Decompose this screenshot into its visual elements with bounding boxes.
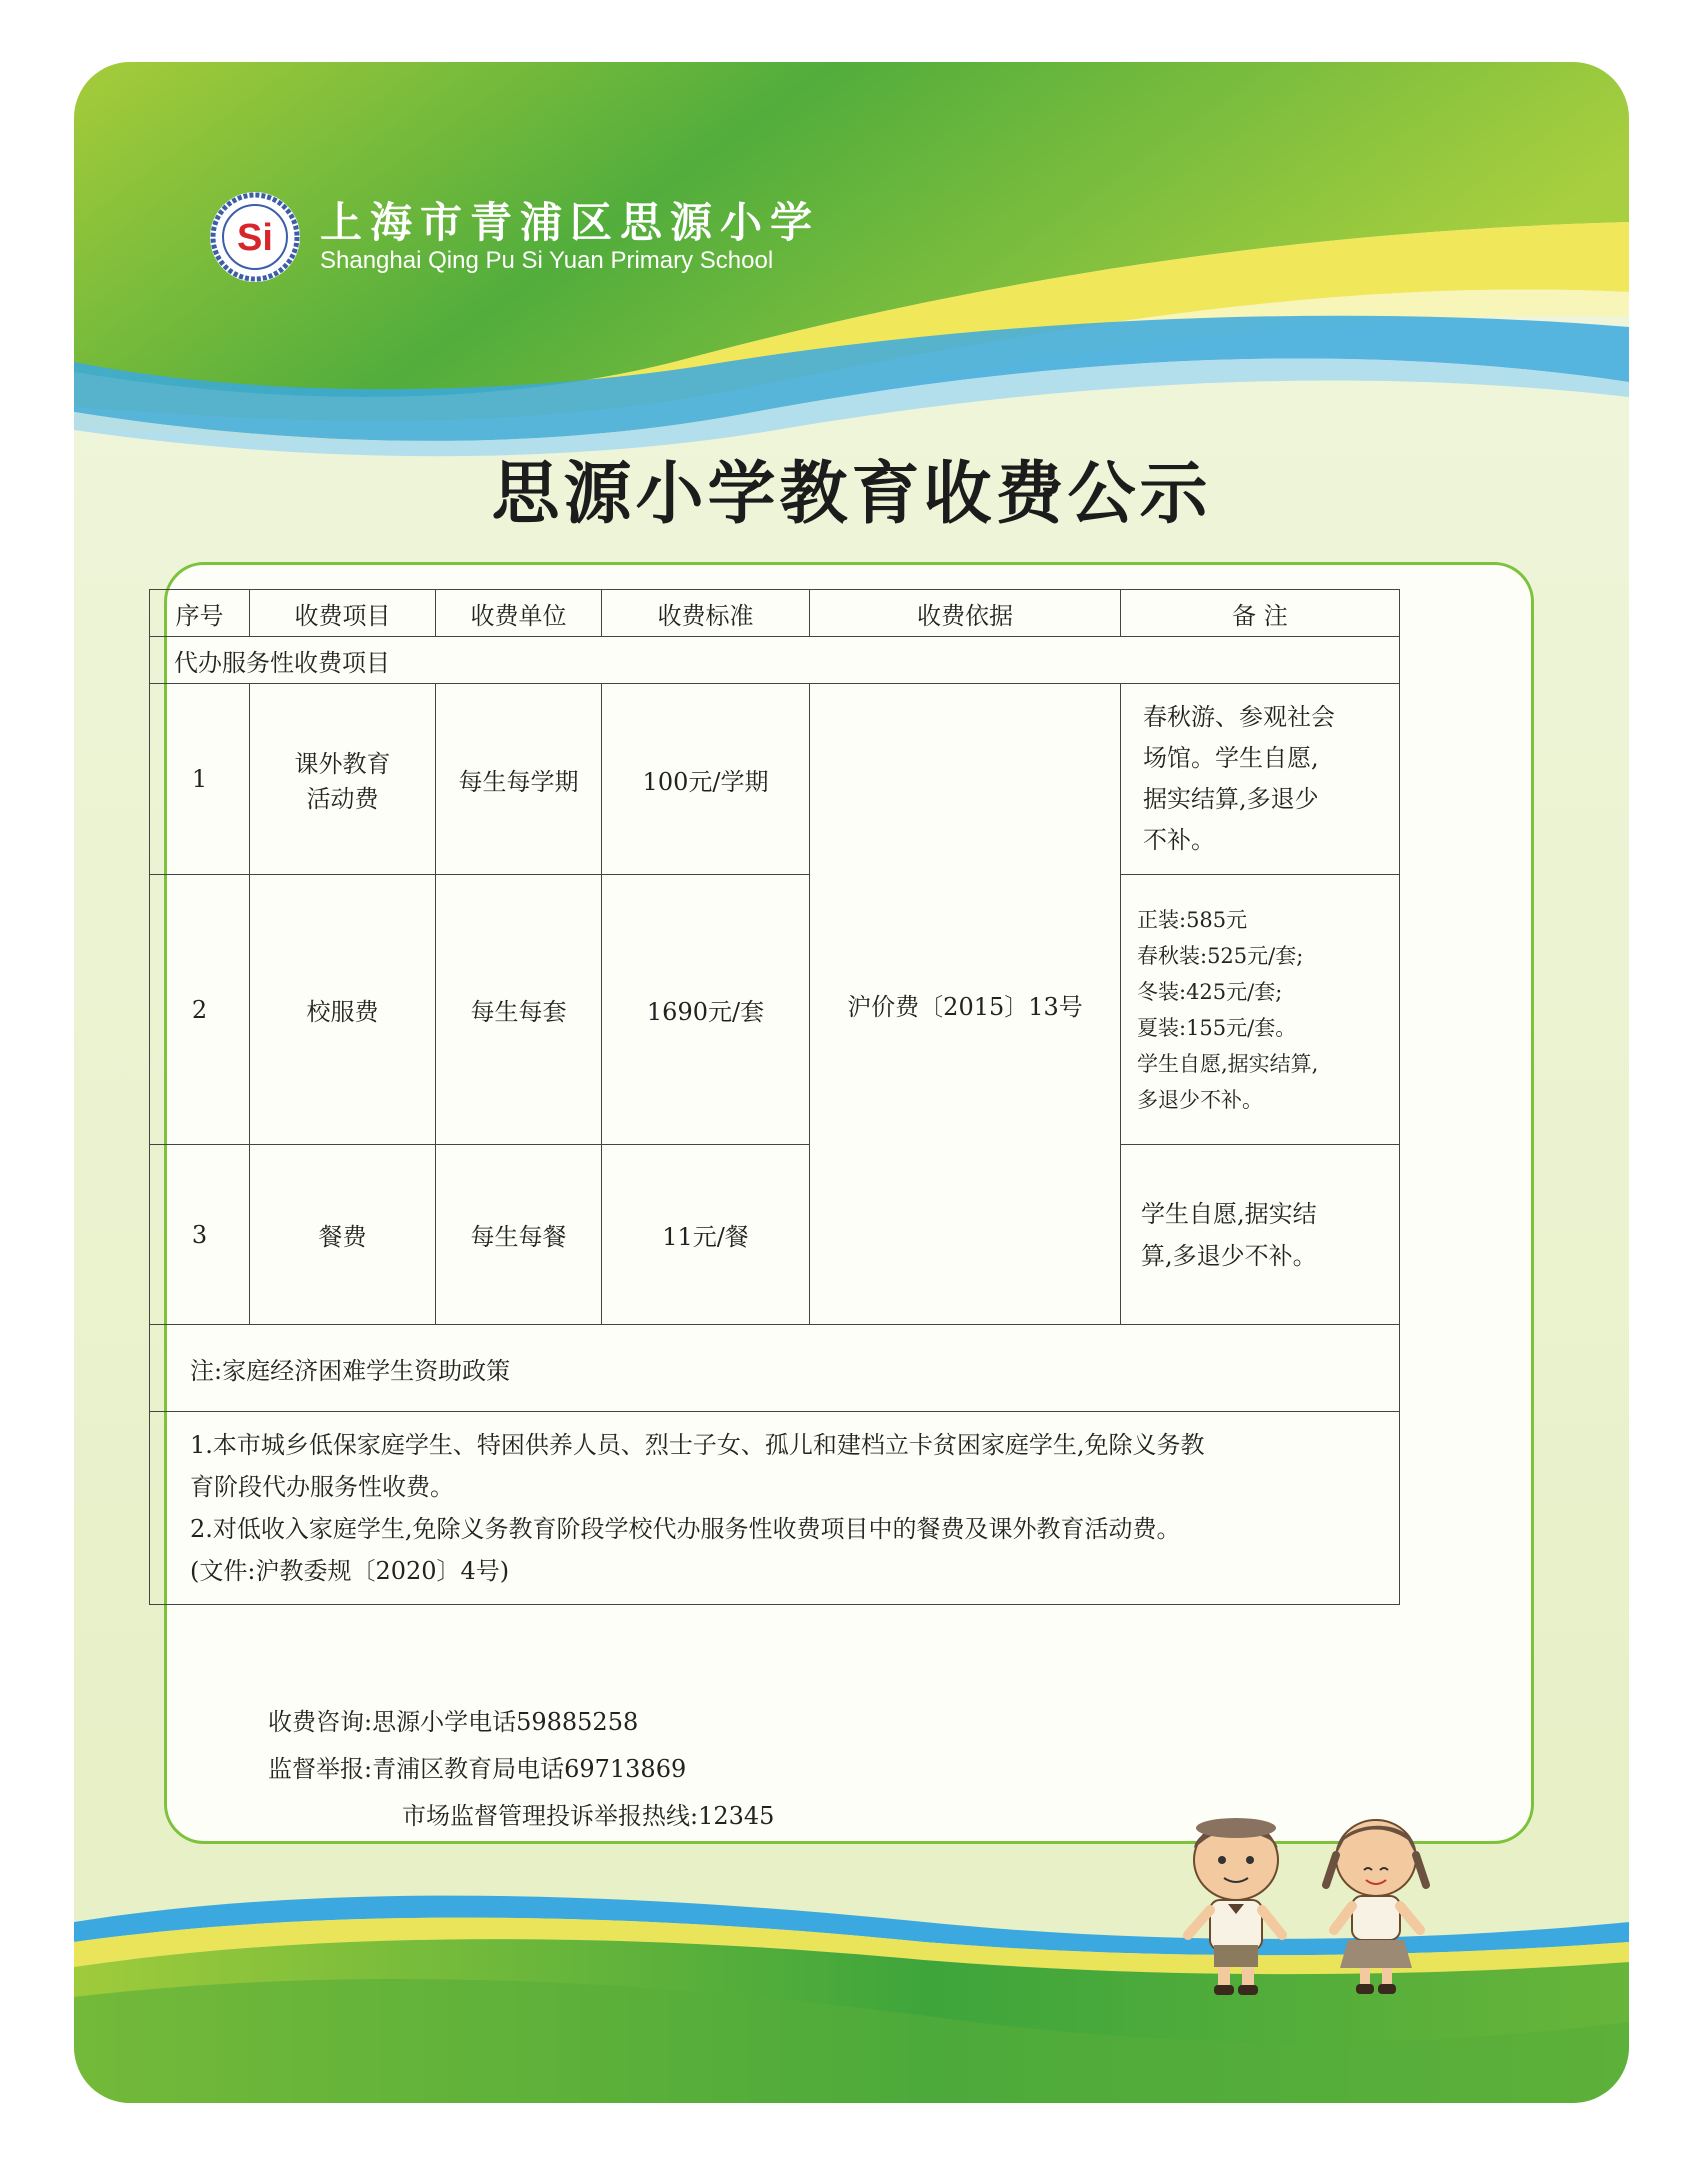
row-item: 餐费 bbox=[250, 1145, 436, 1325]
school-name-cn: 上海市青浦区思源小学 bbox=[320, 198, 821, 247]
note-line: 2.对低收入家庭学生,免除义务教育阶段学校代办服务性收费项目中的餐费及课外教育活动费。 bbox=[190, 1515, 1181, 1543]
girl-figure bbox=[1326, 1820, 1426, 1994]
school-name-en: Shanghai Qing Pu Si Yuan Primary School bbox=[320, 247, 774, 274]
note-line: 育阶段代办服务性收费。 bbox=[190, 1473, 454, 1501]
table-row bbox=[150, 875, 1400, 1145]
row-remark bbox=[1121, 875, 1400, 1145]
remark-line: 多退少不补。 bbox=[1137, 1087, 1263, 1112]
row-no: 2 bbox=[150, 875, 250, 1145]
supervise-line: 监督举报:青浦区教育局电话69713869 bbox=[268, 1755, 687, 1783]
row-item-line: 课外教育 bbox=[294, 750, 391, 778]
note-line: 1.本市城乡低保家庭学生、特困供养人员、烈士子女、孤儿和建档立卡贫困家庭学生,免除义务教 bbox=[190, 1431, 1205, 1459]
row-remark bbox=[1121, 684, 1400, 875]
row-standard: 100元/学期 bbox=[602, 684, 810, 875]
row-unit: 每生每学期 bbox=[436, 684, 602, 875]
fee-basis: 沪价费〔2015〕13号 bbox=[810, 684, 1121, 1325]
table-header-row bbox=[150, 590, 1400, 637]
header-item: 收费项目 bbox=[250, 590, 436, 637]
remark-line: 据实结算,多退少 bbox=[1143, 785, 1319, 813]
row-standard: 11元/餐 bbox=[602, 1145, 810, 1325]
remark-line: 冬装:425元/套; bbox=[1137, 979, 1283, 1004]
note-body bbox=[150, 1412, 1400, 1605]
remark-line: 春秋装:525元/套; bbox=[1137, 943, 1304, 968]
note-line: (文件:沪教委规〔2020〕4号) bbox=[190, 1557, 510, 1585]
note-body-row bbox=[150, 1412, 1400, 1605]
remark-line: 场馆。学生自愿, bbox=[1143, 744, 1319, 772]
row-item-line: 活动费 bbox=[306, 785, 379, 813]
row-remark bbox=[1121, 1145, 1400, 1325]
remark-line: 不补。 bbox=[1143, 826, 1215, 854]
hotline-line: 市场监督管理投诉举报热线:12345 bbox=[402, 1802, 775, 1830]
category-row bbox=[150, 637, 1400, 684]
header-remark: 备 注 bbox=[1121, 590, 1400, 637]
row-item bbox=[250, 684, 436, 875]
header-standard: 收费标准 bbox=[602, 590, 810, 637]
remark-line: 春秋游、参观社会 bbox=[1143, 703, 1335, 731]
remark-line: 夏装:155元/套。 bbox=[1137, 1015, 1297, 1040]
table-row bbox=[150, 1145, 1400, 1325]
note-title-row bbox=[150, 1325, 1400, 1412]
remark-line: 算,多退少不补。 bbox=[1141, 1241, 1317, 1270]
row-unit: 每生每餐 bbox=[436, 1145, 602, 1325]
remark-line: 正装:585元 bbox=[1137, 907, 1248, 932]
row-standard: 1690元/套 bbox=[602, 875, 810, 1145]
kids-illustration bbox=[1158, 1800, 1458, 2000]
header-basis: 收费依据 bbox=[810, 590, 1121, 637]
remark-line: 学生自愿,据实结 bbox=[1141, 1199, 1317, 1228]
table-row bbox=[150, 684, 1400, 875]
boy-figure bbox=[1188, 1818, 1282, 1995]
note-title: 注:家庭经济困难学生资助政策 bbox=[150, 1325, 1400, 1412]
consult-line: 收费咨询:思源小学电话59885258 bbox=[268, 1708, 639, 1736]
header-no: 序号 bbox=[150, 590, 250, 637]
row-unit: 每生每套 bbox=[436, 875, 602, 1145]
school-logo-icon bbox=[208, 190, 302, 284]
row-item: 校服费 bbox=[250, 875, 436, 1145]
header-unit: 收费单位 bbox=[436, 590, 602, 637]
page-title: 思源小学教育收费公示 bbox=[491, 455, 1212, 534]
fee-table bbox=[149, 589, 1400, 1605]
remark-line: 学生自愿,据实结算, bbox=[1137, 1051, 1319, 1076]
logo-mark: Si bbox=[237, 217, 273, 259]
row-no: 3 bbox=[150, 1145, 250, 1325]
category-label: 代办服务性收费项目 bbox=[150, 637, 1400, 684]
row-no: 1 bbox=[150, 684, 250, 875]
